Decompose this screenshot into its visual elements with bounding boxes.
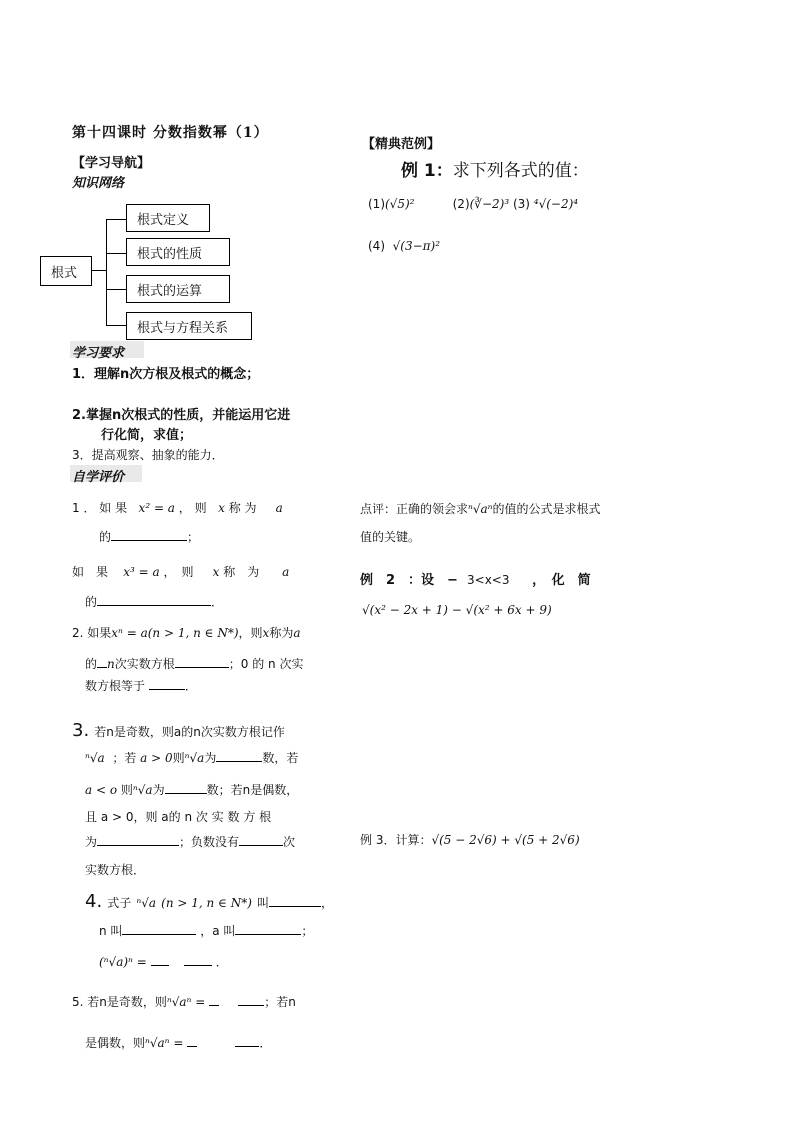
example-1-parts: (1)(√5)² (2)(∛−2)³ (3) ⁴√(−2)⁴	[368, 197, 579, 211]
q3-line3: a < o 则ⁿ√a为 数；若n是偶数，	[85, 783, 299, 797]
tree-branch	[106, 253, 126, 254]
requirements-header: 学习要求	[72, 346, 125, 361]
requirement-1: 1．理解n次方根及根式的概念；	[72, 367, 260, 382]
q4-line2: n 叫 ，a 叫 ；	[99, 924, 314, 938]
requirement-2-cont: 行化简，求值；	[101, 428, 193, 443]
example-1-heading: 例 1：求下列各式的值：	[401, 161, 589, 181]
q1-line4: 的 ．	[85, 595, 224, 609]
tree-connector	[92, 270, 106, 271]
q3-line1: 3. 若n是奇数，则a的n次实数方根记作	[72, 720, 285, 741]
requirement-2: 2.掌握n次根式的性质，并能运用它进	[72, 408, 291, 423]
blank[interactable]	[97, 833, 179, 846]
tree-branch	[106, 289, 126, 290]
q2-line2: 的 n次实数方根 ；0 的 n 次实	[85, 657, 304, 671]
blank[interactable]	[151, 953, 169, 966]
blank[interactable]	[175, 655, 229, 668]
q2-line3: 数方根等于 ．	[85, 679, 197, 693]
blank[interactable]	[111, 528, 187, 541]
blank[interactable]	[238, 993, 264, 1006]
blank[interactable]	[149, 677, 185, 690]
blank[interactable]	[235, 922, 301, 935]
blank[interactable]	[235, 1034, 259, 1047]
q3-line2: ⁿ√a ；若 a > 0则ⁿ√a为 数，若	[85, 751, 299, 765]
tree-node-properties: 根式的性质	[126, 238, 230, 266]
example-3: 例 3．计算：√(5 − 2√6) + √(5 + 2√6)	[360, 833, 580, 847]
tree-root-node: 根式	[40, 256, 92, 286]
q4-line1: 4. 式子 ⁿ√a (n > 1, n ∈ N*) 叫 ，	[85, 891, 334, 912]
study-guide-header: 【学习导航】	[72, 156, 151, 171]
page-title: 第十四课时 分数指数幂（1）	[72, 125, 269, 141]
requirement-3: 3．提高观察、抽象的能力．	[72, 448, 224, 462]
tree-branch	[106, 219, 126, 220]
q1-line3: 如 果 x³ = a ， 则 x 称 为 a	[72, 565, 290, 579]
comment-line2: 值的关键。	[360, 530, 421, 544]
blank[interactable]	[216, 749, 262, 762]
blank[interactable]	[97, 593, 211, 606]
examples-header: 【精典范例】	[362, 137, 441, 152]
example-2-expression: √(x² − 2x + 1) − √(x² + 6x + 9)	[362, 603, 552, 617]
blank[interactable]	[187, 1034, 197, 1047]
comment-line1: 点评：正确的领会求ⁿ√aⁿ的值的公式是求根式	[360, 502, 601, 516]
q5-line2: 是偶数，则ⁿ√aⁿ = ．	[85, 1036, 272, 1050]
q1-line2: 的 ；	[99, 530, 200, 544]
blank[interactable]	[97, 655, 107, 668]
blank[interactable]	[122, 922, 196, 935]
tree-trunk	[106, 219, 107, 325]
q3-line4: 且 a > 0，则 a的 n 次 实 数 方 根	[85, 810, 272, 824]
blank[interactable]	[165, 781, 207, 794]
q1-line1: 1 ． 如 果 x² = a ， 则 x 称 为 a	[72, 501, 283, 515]
q3-line5: 为 ；负数没有 次	[85, 835, 296, 849]
q5-line1: 5. 若n是奇数，则ⁿ√aⁿ = ；若n	[72, 995, 296, 1009]
q2-line1: 2. 如果xⁿ = a(n > 1, n ∈ N*)，则x称为a	[72, 626, 301, 640]
tree-node-equations: 根式与方程关系	[126, 312, 252, 340]
blank[interactable]	[239, 833, 283, 846]
q3-line6: 实数方根．	[85, 863, 146, 877]
example-2-line1: 例 2 ：设 − 3<x<3 ， 化 简	[360, 573, 591, 588]
example-1-part-4: (4) √(3−π)²	[368, 239, 441, 253]
blank[interactable]	[269, 894, 321, 907]
blank[interactable]	[209, 993, 219, 1006]
blank[interactable]	[184, 953, 212, 966]
q4-line3: (ⁿ√a)ⁿ = ．	[99, 955, 228, 969]
knowledge-network-label: 知识网络	[72, 176, 125, 191]
tree-node-operations: 根式的运算	[126, 275, 230, 303]
self-eval-header: 自学评价	[72, 470, 125, 485]
tree-node-definition: 根式定义	[126, 204, 210, 232]
tree-branch	[106, 325, 126, 326]
